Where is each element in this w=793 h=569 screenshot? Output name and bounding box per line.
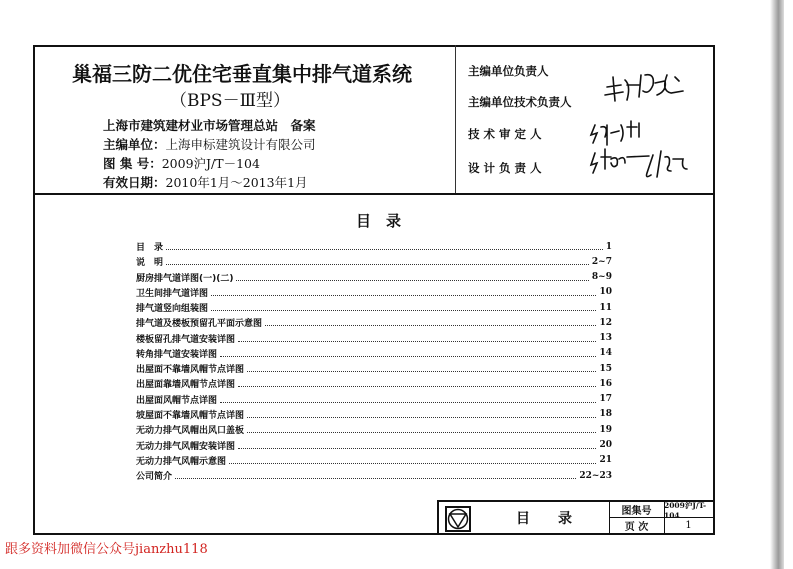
atlas-number <box>103 154 260 172</box>
editor-unit <box>103 135 316 153</box>
document-title: 巢福三防二优住宅垂直集中排气道系统 <box>72 62 412 86</box>
toc-item-label: 目 录 <box>136 243 164 253</box>
role-technical-chief: 主编单位技术负责人 <box>468 95 572 109</box>
toc-item[interactable] <box>136 315 612 330</box>
toc-item-label: 排气道竖向组装图 <box>136 304 209 315</box>
logo-icon <box>445 506 471 532</box>
valid-period <box>103 173 308 191</box>
toc-item[interactable] <box>136 285 612 300</box>
signature-2 <box>591 121 639 145</box>
valid-label: 有效日期： <box>103 175 166 190</box>
toc-item-page: 17 <box>599 394 612 405</box>
toc-leader-dots <box>175 472 576 479</box>
toc-item-label: 说 明 <box>136 258 164 269</box>
toc-item-label: 出屋面不靠墙风帽节点详图 <box>136 365 245 376</box>
toc-item-label: 出屋面靠墙风帽节点详图 <box>136 380 236 391</box>
signature-3 <box>591 149 687 177</box>
atlas-value: 2009沪J/T－104 <box>161 156 260 171</box>
editor-value: 上海申标建筑设计有限公司 <box>165 137 316 152</box>
toc-title: 目 录 <box>356 212 402 230</box>
toc-item-page: 1 <box>605 241 612 252</box>
atlas-number-value: 2009沪J/T-104 <box>664 500 707 520</box>
toc-item-label: 楼板留孔排气道安装详图 <box>136 334 236 345</box>
toc-item[interactable] <box>136 331 612 346</box>
role-chief-unit: 主编单位负责人 <box>468 64 549 78</box>
toc-leader-dots <box>166 243 603 250</box>
toc-item[interactable] <box>136 361 612 376</box>
toc-item[interactable] <box>136 239 612 254</box>
toc-item-label: 无动力排气风帽出风口盖板 <box>136 426 245 437</box>
toc-item-page: 16 <box>599 378 612 389</box>
page-value: 1 <box>685 519 692 531</box>
toc-item[interactable] <box>136 270 612 285</box>
toc-item-page: 10 <box>599 287 612 298</box>
toc-item-page: 19 <box>599 424 612 435</box>
toc-leader-dots <box>247 411 596 418</box>
toc-leader-dots <box>236 274 588 281</box>
toc-item[interactable] <box>136 300 612 315</box>
toc-leader-dots <box>238 380 596 387</box>
toc-leader-dots <box>247 426 596 433</box>
toc-item[interactable] <box>136 346 612 361</box>
toc-item-label: 转角排气道安装详图 <box>136 349 218 360</box>
atlas-number-label: 图集号 <box>621 506 652 517</box>
document-subtitle: （BPS－Ⅲ型） <box>170 91 290 111</box>
toc-item-page: 18 <box>599 409 612 420</box>
toc-leader-dots <box>238 442 596 449</box>
title-block <box>437 500 713 533</box>
toc-item[interactable] <box>136 392 612 407</box>
toc-item-page: 11 <box>599 302 612 313</box>
toc-leader-dots <box>211 289 596 296</box>
valid-value: 2010年1月～2013年1月 <box>165 175 308 190</box>
toc-item-page: 12 <box>599 317 612 328</box>
toc-leader-dots <box>265 319 596 326</box>
toc-item-label: 排气道及楼板预留孔平面示意图 <box>136 319 263 330</box>
toc-item[interactable] <box>136 254 612 269</box>
toc-item[interactable] <box>136 468 612 483</box>
toc-item[interactable] <box>136 453 612 468</box>
toc-leader-dots <box>211 304 596 311</box>
page-label: 页 次 <box>624 521 649 533</box>
footer-note: 跟多资料加微信公众号jianzhu118 <box>5 542 208 557</box>
toc-item-page: 13 <box>599 333 612 344</box>
editor-label: 主编单位： <box>103 137 166 152</box>
header-divider <box>33 193 713 195</box>
toc-leader-dots <box>220 350 596 357</box>
record-agency: 上海市建筑建材业市场管理总站 备案 <box>103 118 316 133</box>
signatures <box>455 45 713 193</box>
role-reviewer: 技 术 审 定 人 <box>468 127 542 141</box>
toc-item[interactable] <box>136 438 612 453</box>
toc-item-page: 14 <box>599 348 612 359</box>
toc-item-label: 坡屋面不靠墙风帽节点详图 <box>136 410 245 421</box>
toc-item-page: 21 <box>599 455 612 466</box>
toc-leader-dots <box>229 457 596 464</box>
toc-item-label: 厨房排气道详图(一)(二) <box>136 273 234 284</box>
toc-leader-dots <box>238 335 596 342</box>
toc-leader-dots <box>247 365 596 372</box>
toc-leader-dots <box>166 258 589 265</box>
toc-item-page: 2~7 <box>591 256 612 267</box>
signature-1 <box>605 75 683 101</box>
toc-item-page: 15 <box>599 363 612 374</box>
title-block-name: 目 录 <box>516 510 572 527</box>
toc-item[interactable] <box>136 407 612 422</box>
toc-item-label: 公司简介 <box>136 472 173 483</box>
toc-leader-dots <box>220 396 596 403</box>
toc-item[interactable] <box>136 376 612 391</box>
toc-item-page: 8~9 <box>591 272 612 283</box>
role-design-chief: 设 计 负 责 人 <box>468 161 542 175</box>
scan-edge-shadow <box>770 0 784 569</box>
toc-item-page: 22~23 <box>579 470 612 481</box>
atlas-label: 图 集 号： <box>103 156 162 171</box>
toc-item[interactable] <box>136 422 612 437</box>
toc-item-label: 无动力排气风帽示意图 <box>136 456 227 467</box>
toc-item-label: 卫生间排气道详图 <box>136 288 209 299</box>
toc-item-page: 20 <box>599 440 612 450</box>
toc-item-label: 出屋面风帽节点详图 <box>136 395 218 406</box>
toc-item-label: 无动力排气风帽安装详图 <box>136 441 236 452</box>
